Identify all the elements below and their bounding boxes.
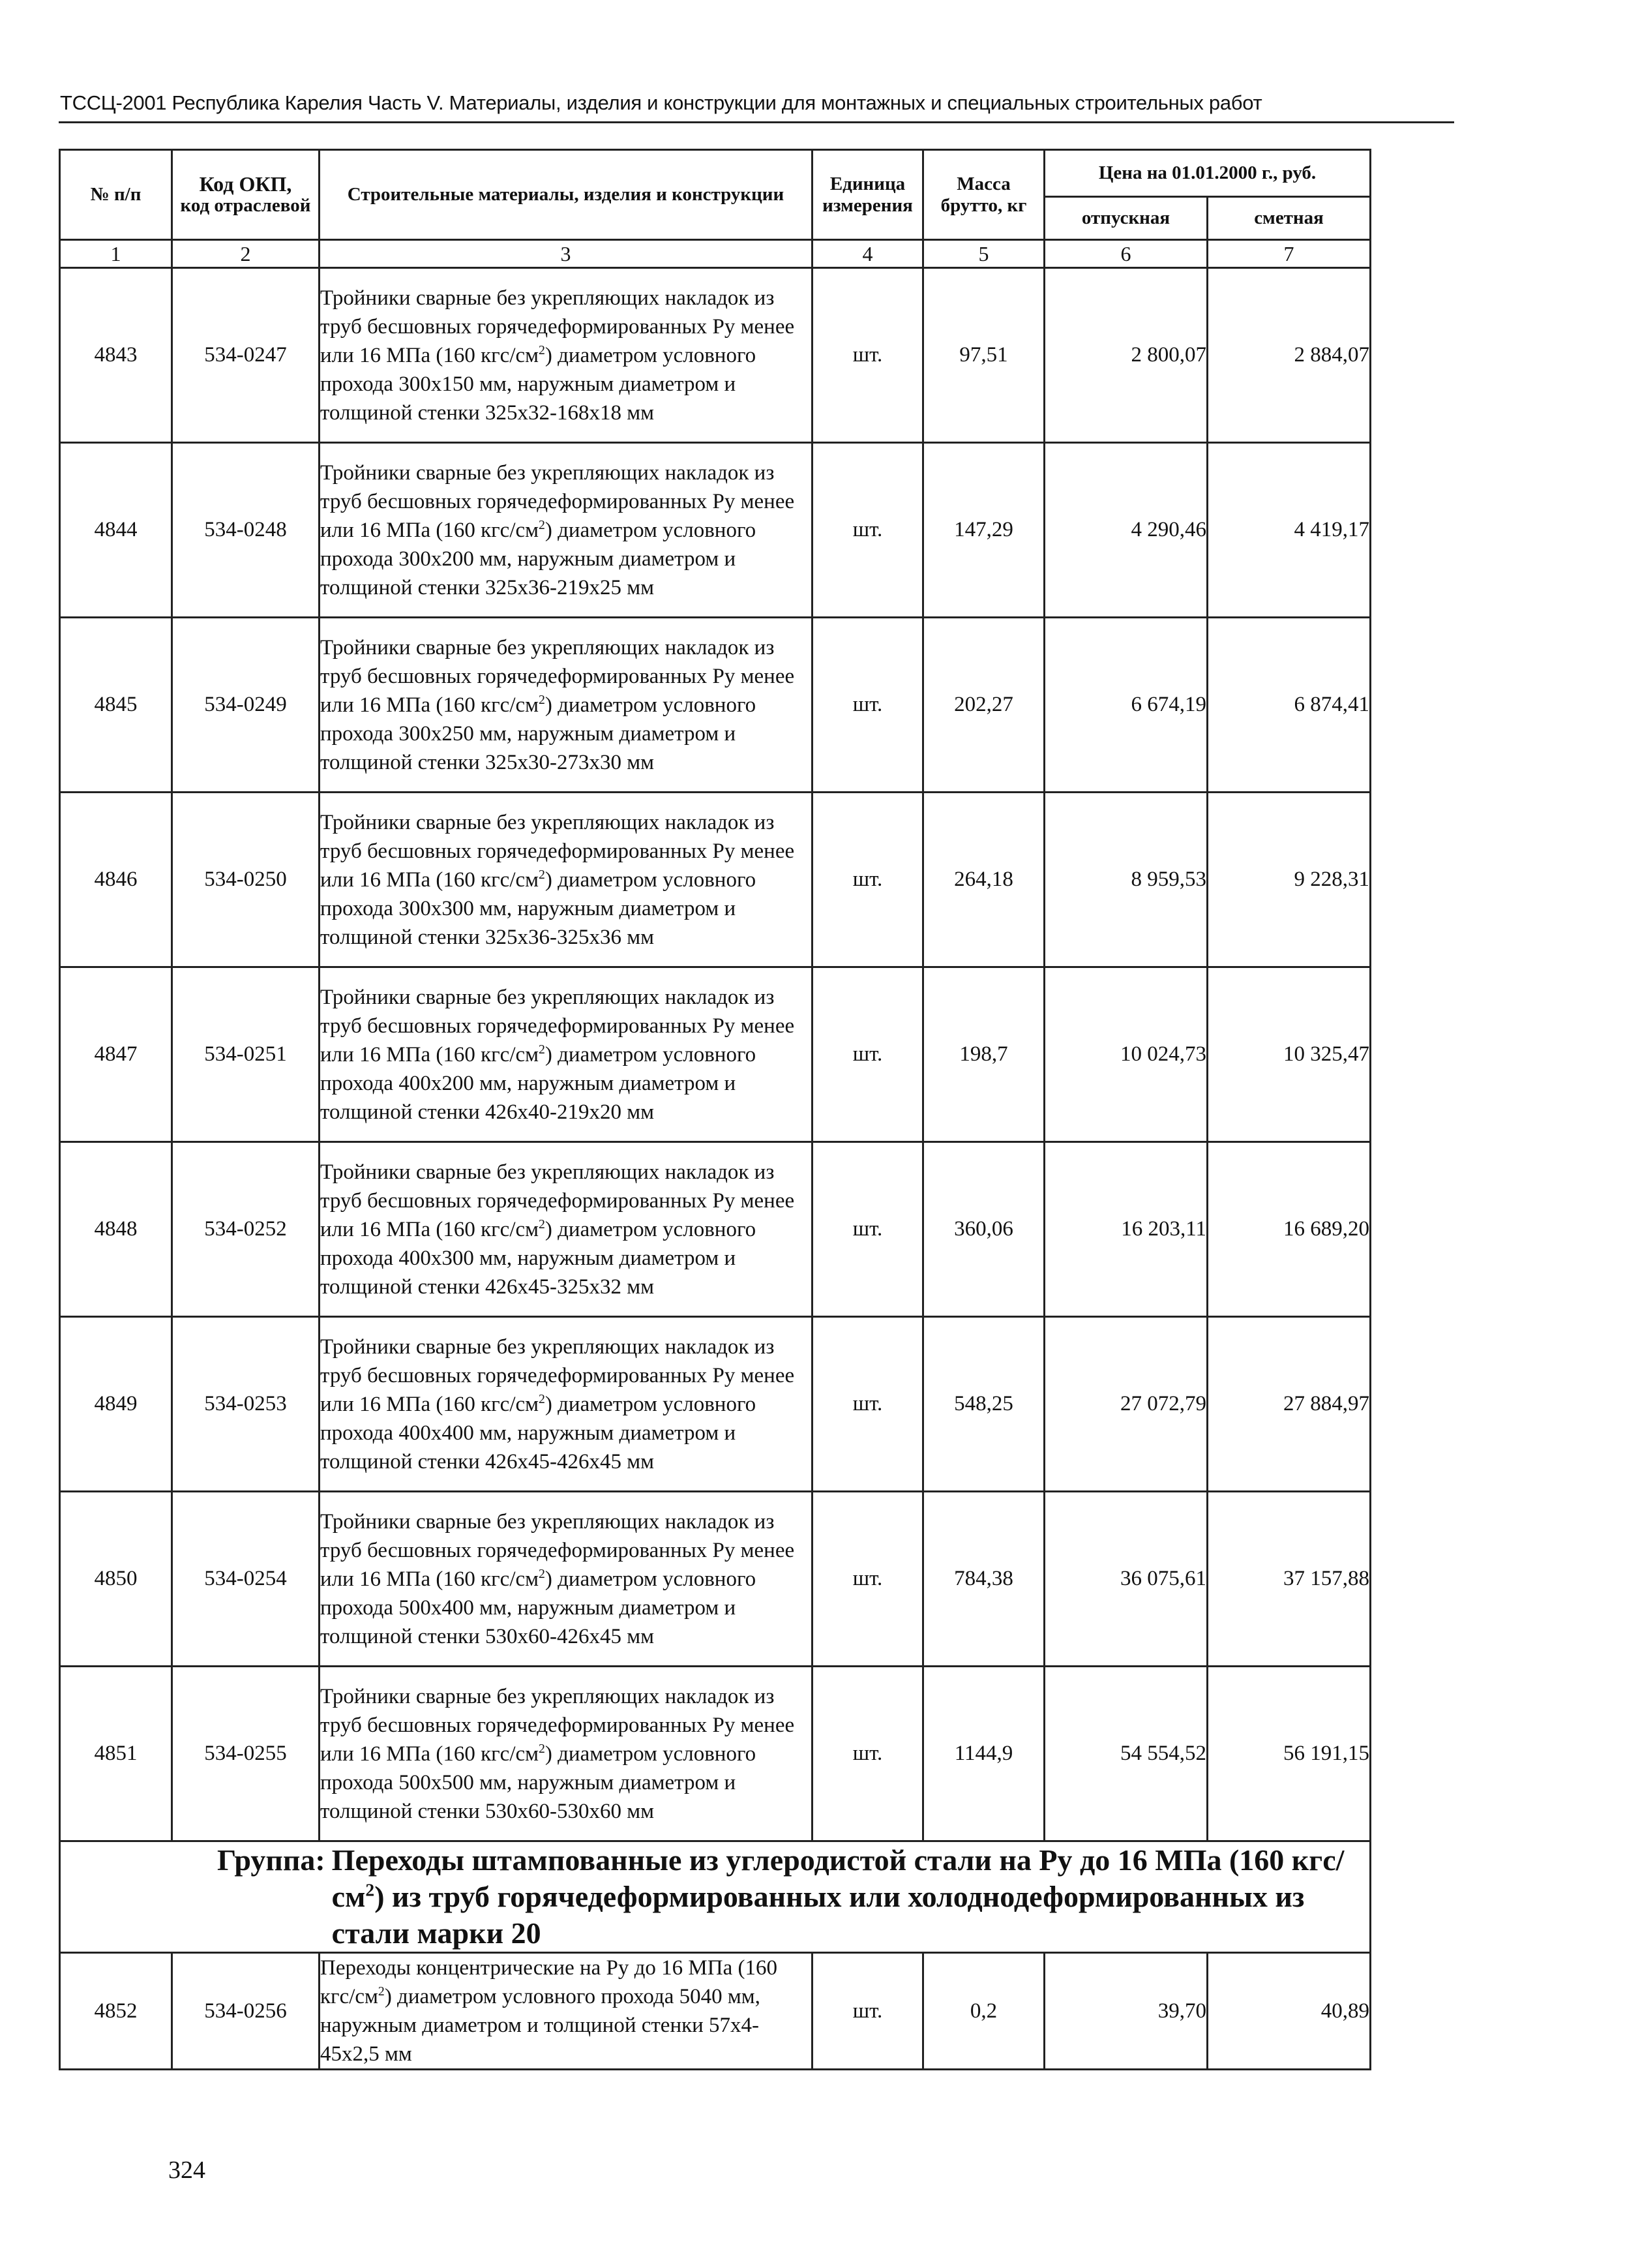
row-mass: 0,2	[923, 1953, 1045, 2070]
row-code: 534-0251	[172, 967, 320, 1142]
row-mass: 264,18	[923, 793, 1045, 967]
row-price-estimate: 37 157,88	[1208, 1492, 1371, 1667]
group-text: Переходы штампованные из углеродистой стали на Ру до 16 МПа (160 кгс/см	[331, 1843, 1345, 1913]
desc-text-cont: ) диаметром условного прохода 400х300 мм, наружным диаметром и толщиной стенки 426х45-325х32 мм	[320, 1217, 756, 1299]
header-divider	[59, 121, 1454, 123]
table-row	[60, 967, 1371, 1142]
row-price-estimate: 10 325,47	[1208, 967, 1371, 1142]
row-code: 534-0247	[172, 268, 320, 443]
row-mass: 147,29	[923, 443, 1045, 618]
row-description	[320, 1317, 812, 1492]
desc-superscript: 2	[539, 1391, 545, 1406]
row-number: 4852	[60, 1953, 172, 2070]
row-description	[320, 1492, 812, 1667]
row-description	[320, 618, 812, 793]
row-price-estimate: 4 419,17	[1208, 443, 1371, 618]
table-row	[60, 1317, 1371, 1492]
header-unit: Единица измерения	[812, 150, 923, 240]
column-number: 6	[1045, 240, 1208, 268]
desc-text: Тройники сварные без укрепляющих накладок из труб бесшовных горячедеформированных Ру менее или 16 МПа (160 кгс/см	[320, 1684, 795, 1766]
row-number: 4847	[60, 967, 172, 1142]
row-unit: шт.	[812, 618, 923, 793]
page-number: 324	[168, 2156, 205, 2184]
table-row	[60, 793, 1371, 967]
document-running-header: ТССЦ-2001 Республика Карелия Часть V. Материалы, изделия и конструкции для монтажных и специальных строительных работ	[60, 91, 1262, 114]
table-row	[60, 1953, 1371, 2070]
row-price-release: 4 290,46	[1045, 443, 1208, 618]
row-mass: 97,51	[923, 268, 1045, 443]
desc-superscript: 2	[539, 692, 545, 707]
row-code: 534-0253	[172, 1317, 320, 1492]
row-number: 4851	[60, 1667, 172, 1841]
row-price-release: 36 075,61	[1045, 1492, 1208, 1667]
row-price-release: 10 024,73	[1045, 967, 1208, 1142]
table-row	[60, 1492, 1371, 1667]
row-number: 4848	[60, 1142, 172, 1317]
desc-superscript: 2	[539, 517, 545, 532]
desc-superscript: 2	[539, 1741, 545, 1756]
row-price-release: 2 800,07	[1045, 268, 1208, 443]
row-mass: 202,27	[923, 618, 1045, 793]
row-unit: шт.	[812, 1953, 923, 2070]
desc-superscript: 2	[539, 1042, 545, 1057]
row-description	[320, 1667, 812, 1841]
desc-text-cont: ) диаметром условного прохода 300х300 мм, наружным диаметром и толщиной стенки 325х36-325х36 мм	[320, 868, 756, 949]
row-price-estimate: 56 191,15	[1208, 1667, 1371, 1841]
row-unit: шт.	[812, 1317, 923, 1492]
row-price-release: 8 959,53	[1045, 793, 1208, 967]
desc-text: Тройники сварные без укрепляющих накладок из труб бесшовных горячедеформированных Ру менее или 16 МПа (160 кгс/см	[320, 985, 795, 1066]
column-number: 7	[1208, 240, 1371, 268]
desc-text: Тройники сварные без укрепляющих накладок из труб бесшовных горячедеформированных Ру менее или 16 МПа (160 кгс/см	[320, 1335, 795, 1416]
desc-text-cont: ) диаметром условного прохода 500х400 мм, наружным диаметром и толщиной стенки 530х60-426х45 мм	[320, 1567, 756, 1648]
desc-text: Тройники сварные без укрепляющих накладок из труб бесшовных горячедеформированных Ру менее или 16 МПа (160 кгс/см	[320, 461, 795, 542]
price-table	[59, 149, 1371, 2070]
desc-superscript: 2	[539, 342, 545, 357]
desc-superscript: 2	[539, 867, 545, 882]
header-price-release: отпускная	[1045, 197, 1208, 240]
desc-text-cont: ) диаметром условного прохода 400х200 мм, наружным диаметром и толщиной стенки 426х40-219х20 мм	[320, 1042, 756, 1124]
row-unit: шт.	[812, 1142, 923, 1317]
row-description	[320, 793, 812, 967]
row-code: 534-0254	[172, 1492, 320, 1667]
row-mass: 784,38	[923, 1492, 1045, 1667]
group-label: Группа:	[217, 1843, 325, 1877]
row-number: 4843	[60, 268, 172, 443]
table-row	[60, 1667, 1371, 1841]
row-price-release: 6 674,19	[1045, 618, 1208, 793]
group-heading	[60, 1841, 1371, 1953]
row-code: 534-0248	[172, 443, 320, 618]
desc-text: Тройники сварные без укрепляющих накладок из труб бесшовных горячедеформированных Ру менее или 16 МПа (160 кгс/см	[320, 1509, 795, 1591]
row-description	[320, 1142, 812, 1317]
row-unit: шт.	[812, 268, 923, 443]
row-price-release: 54 554,52	[1045, 1667, 1208, 1841]
column-numbers-row	[60, 240, 1371, 268]
column-number: 1	[60, 240, 172, 268]
column-number: 2	[172, 240, 320, 268]
header-price-group: Цена на 01.01.2000 г., руб.	[1045, 150, 1371, 197]
row-unit: шт.	[812, 793, 923, 967]
table-row	[60, 268, 1371, 443]
group-title	[325, 1842, 1369, 1952]
desc-superscript: 2	[539, 1217, 545, 1232]
row-unit: шт.	[812, 1492, 923, 1667]
row-description	[320, 967, 812, 1142]
row-code: 534-0250	[172, 793, 320, 967]
header-material: Строительные материалы, изделия и конструкции	[320, 150, 812, 240]
row-code: 534-0256	[172, 1953, 320, 2070]
table-row	[60, 618, 1371, 793]
row-unit: шт.	[812, 1667, 923, 1841]
desc-superscript: 2	[539, 1566, 545, 1581]
column-number: 5	[923, 240, 1045, 268]
group-text-cont: ) из труб горячедеформированных или холоднодеформированных из стали марки 20	[331, 1880, 1305, 1950]
group-row	[60, 1841, 1371, 1953]
desc-text: Тройники сварные без укрепляющих накладок из труб бесшовных горячедеформированных Ру менее или 16 МПа (160 кгс/см	[320, 286, 795, 367]
row-code: 534-0252	[172, 1142, 320, 1317]
header-code-top: Код ОКП,	[199, 172, 292, 196]
header-code	[172, 150, 320, 240]
row-price-estimate: 27 884,97	[1208, 1317, 1371, 1492]
row-price-release: 16 203,11	[1045, 1142, 1208, 1317]
row-number: 4844	[60, 443, 172, 618]
row-unit: шт.	[812, 443, 923, 618]
row-code: 534-0249	[172, 618, 320, 793]
row-number: 4849	[60, 1317, 172, 1492]
row-number: 4845	[60, 618, 172, 793]
row-unit: шт.	[812, 967, 923, 1142]
row-number: 4846	[60, 793, 172, 967]
row-description	[320, 1953, 812, 2070]
row-price-estimate: 16 689,20	[1208, 1142, 1371, 1317]
desc-text-cont: ) диаметром условного прохода 500х500 мм, наружным диаметром и толщиной стенки 530х60-530х60 мм	[320, 1742, 756, 1823]
row-number: 4850	[60, 1492, 172, 1667]
column-number: 3	[320, 240, 812, 268]
desc-text-cont: ) диаметром условного прохода 300х200 мм, наружным диаметром и толщиной стенки 325х36-219х25 мм	[320, 518, 756, 599]
table-row	[60, 1142, 1371, 1317]
row-price-estimate: 40,89	[1208, 1953, 1371, 2070]
row-price-release: 39,70	[1045, 1953, 1208, 2070]
header-price-estimate: сметная	[1208, 197, 1371, 240]
row-price-estimate: 2 884,07	[1208, 268, 1371, 443]
desc-text-cont: ) диаметром условного прохода 5040 мм, наружным диаметром и толщиной стенки 57х4-45х2,5 мм	[320, 1985, 760, 2066]
table-row	[60, 443, 1371, 618]
header-mass: Масса брутто, кг	[923, 150, 1045, 240]
row-mass: 198,7	[923, 967, 1045, 1142]
desc-text-cont: ) диаметром условного прохода 400х400 мм, наружным диаметром и толщиной стенки 426х45-426х45 мм	[320, 1392, 756, 1474]
desc-superscript: 2	[378, 1984, 385, 1999]
header-num: № п/п	[60, 150, 172, 240]
desc-text: Тройники сварные без укрепляющих накладок из труб бесшовных горячедеформированных Ру менее или 16 МПа (160 кгс/см	[320, 1160, 795, 1241]
column-number: 4	[812, 240, 923, 268]
group-superscript: 2	[365, 1879, 375, 1900]
desc-text: Переходы концентрические на Ру до 16 МПа (160 кгс/см	[320, 1956, 777, 2008]
desc-text-cont: ) диаметром условного прохода 300х250 мм, наружным диаметром и толщиной стенки 325х30-273х30 мм	[320, 693, 756, 774]
row-code: 534-0255	[172, 1667, 320, 1841]
row-description	[320, 443, 812, 618]
desc-text: Тройники сварные без укрепляющих накладок из труб бесшовных горячедеформированных Ру менее или 16 МПа (160 кгс/см	[320, 635, 795, 717]
desc-text-cont: ) диаметром условного прохода 300х150 мм, наружным диаметром и толщиной стенки 325х32-168х18 мм	[320, 343, 756, 425]
row-mass: 360,06	[923, 1142, 1045, 1317]
header-code-bottom: код отраслевой	[180, 194, 311, 216]
row-mass: 548,25	[923, 1317, 1045, 1492]
row-price-release: 27 072,79	[1045, 1317, 1208, 1492]
row-price-estimate: 9 228,31	[1208, 793, 1371, 967]
row-price-estimate: 6 874,41	[1208, 618, 1371, 793]
row-description	[320, 268, 812, 443]
desc-text: Тройники сварные без укрепляющих накладок из труб бесшовных горячедеформированных Ру менее или 16 МПа (160 кгс/см	[320, 810, 795, 892]
row-mass: 1144,9	[923, 1667, 1045, 1841]
